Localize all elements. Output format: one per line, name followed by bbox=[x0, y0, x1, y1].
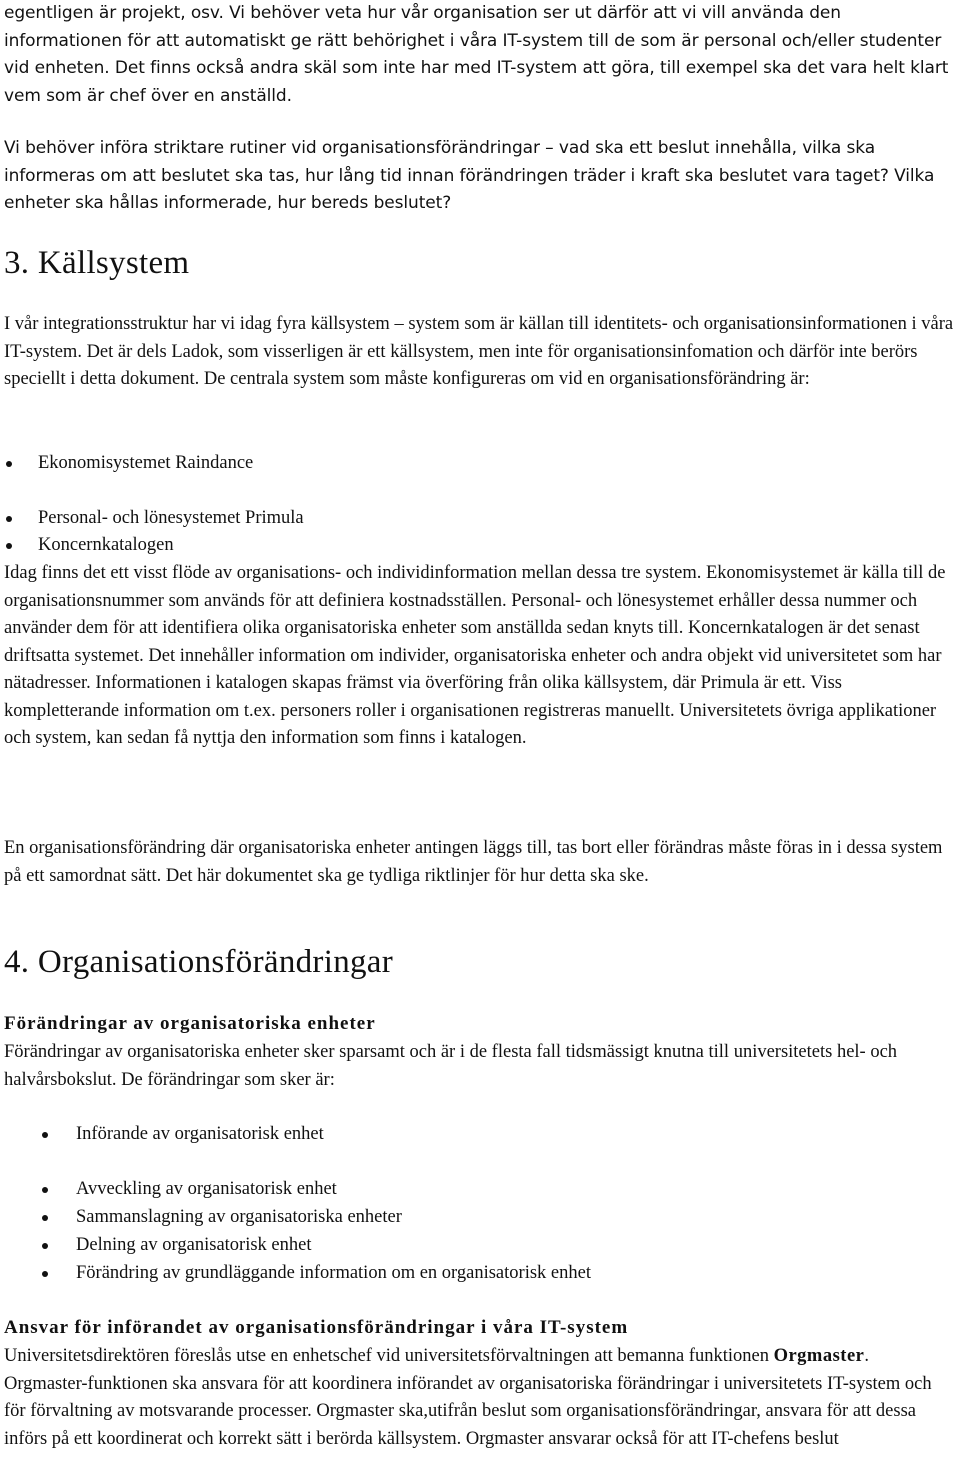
document-page: egentligen är projekt, osv. Vi behöver veta hur vår organisation ser ut därför att vi vill använda den informationen för att automatiskt ge rätt behörighet i våra IT-system till de som är personal och/eller studenter vid enheten. Det finns också andra skäl som inte har med IT-system att göra, till exempel ska det vara helt klart vem som är chef över en anställd. Vi behöver införa striktare rutiner vid organisationsförändringar – vad ska ett beslut innehålla, vilka ska informeras om att beslutet ska tas, hur lång tid innan förändringen träder i kraft ska beslutet vara taget? Vilka enheter ska hållas informerade, hur bereds beslutet? 3. Källsystem I vår integrationsstruktur har vi idag fyra källsystem – system som är källan till identitets- och organisationsinformationen i våra IT-system. Det är dels Ladok, som visserligen är ett källsystem, men inte för organisationsinfomation och därför inte berörs speciellt i detta dokument. De centrala system som måste konfigureras om vid en organisationsförändring är: Ekonomisystemet Raindance Personal- och lönesystemet Primula Koncernkatalogen Idag finns det ett visst flöde av organisations- och individinformation mellan dessa tre system. Ekonomisystemet är källa till de organisationsnummer som används för att definiera kostnadsställen. Personal- och lönesystemet erhåller dessa nummer och använder dem för att identifiera olika organisatoriska enheter som anställda sedan knyts till. Koncernkatalogen är det senast driftsatta systemet. Det innehåller information om individer, organisatoriska enheter och andra objekt vid universitetet som har nätadresser. Informationen i katalogen skapas främst via överföring från olika källsystem, där Primula är ett. Viss kompletterande information om t.ex. personers roller i organisationen registreras manuellt. Universitetets övriga applikationer och system, kan sedan få nyttja den information som finns i katalogen. En organisationsförändring där organisatoriska enheter antingen läggs till, tas bort eller förändras måste föras in i dessa system på ett samordnat sätt. Det här dokumentet ska ge tydliga riktlinjer för hur detta ska ske. 4. Organisationsförändringar Förändringar av organisatoriska enheter Förändringar av organisatoriska enheter sker sparsamt och är i de flesta fall tidsmässigt knutna till universitetets hel- och halvårsbokslut. De förändringar som sker är: Införande av organisatorisk enhet Avveckling av organisatorisk enhet Sammanslagning av organisatoriska enheter Delning av organisatorisk enhet Förändring av grundläggande information om en organisatorisk enhet Ansvar för införandet av organisationsförändringar i våra IT-system Universitetsdirektören föreslås utse en enhetschef vid universitetsförvaltningen att bemanna funktionen Orgmaster. Orgmaster-funktionen ska ansvara för att koordinera införandet av organisatoriska förändringar i universitetets IT-system och för förvaltning av motsvarande processer. Orgmaster ska,utifrån beslut som organisationsförändringar, ansvara för att dessa införs på ett koordinerat och korrekt sätt i berörda källsystem. Orgmaster ansvarar också för att IT-chefens beslut bbox=[0, 0, 960, 1477]
bullet-icon bbox=[42, 1271, 48, 1277]
section-4-heading: 4. Organisationsförändringar bbox=[4, 944, 394, 980]
bullet-icon bbox=[42, 1187, 48, 1193]
intro-paragraph-1: egentligen är projekt, osv. Vi behöver veta hur vår organisation ser ut därför att vi vill använda den informationen för att automatiskt ge rätt behörighet i våra IT-system till de som är personal och/eller studenter vid enheten. Det finns också andra skäl som inte har med IT-system att göra, till exempel ska det vara helt klart vem som är chef över en anställd. bbox=[4, 3, 949, 106]
bullet-icon bbox=[6, 461, 12, 467]
bullet-icon bbox=[42, 1132, 48, 1138]
bullet-icon bbox=[42, 1243, 48, 1249]
subsection-changes-paragraph: Förändringar av organisatoriska enheter sker sparsamt och är i de flesta fall tidsmässigt knutna till universitetets hel- och halvårsbokslut. De förändringar som sker är: bbox=[4, 1042, 898, 1090]
orgmaster-term: Orgmaster bbox=[773, 1346, 865, 1366]
subsection-heading-responsibility: Ansvar för införandet av organisationsförändringar i våra IT-system bbox=[4, 1317, 629, 1338]
subsection-responsibility-paragraph: Universitetsdirektören föreslås utse en enhetschef vid universitetsförvaltningen att bemanna funktionen Orgmaster. Orgmaster-funktionen ska ansvara för att koordinera införandet av organisatoriska förändringar i universitetets IT-system och för förvaltning av motsvarande processer. Orgmaster ska,utifrån beslut som organisationsförändringar, ansvara för att dessa införs på ett koordinerat och korrekt sätt i berörda källsystem. Orgmaster ansvarar också för att IT-chefens beslut bbox=[4, 1346, 932, 1449]
section-3-heading: 3. Källsystem bbox=[4, 245, 190, 281]
section-3-paragraph-1: I vår integrationsstruktur har vi idag fyra källsystem – system som är källan till identitets- och organisationsinformationen i våra IT-system. Det är dels Ladok, som visserligen är ett källsystem, men inte för organisationsinfomation och därför inte berörs speciellt i detta dokument. De centrala system som måste konfigureras om vid en organisationsförändring är: bbox=[4, 314, 954, 389]
section-3-paragraph-2: Idag finns det ett visst flöde av organisations- och individinformation mellan dessa tre system. Ekonomisystemet är källa till de organisationsnummer som används för att definiera kostnadsställen. Personal- och lönesystemet erhåller dessa nummer och använder dem för att identifiera olika organisatoriska enheter som anställda sedan knyts till. Koncernkatalogen är det senast driftsatta systemet. Det innehåller information om individer, organisatoriska enheter och andra objekt vid universitetet som har nätadresser. Informationen i katalogen skapas främst via överföring från olika källsystem, där Primula är ett. Viss kompletterande information om t.ex. personers roller i organisationen registreras manuellt. Universitetets övriga applikationer och system, kan sedan få nyttja den information som finns i katalogen. bbox=[4, 563, 946, 748]
intro-paragraph-2: Vi behöver införa striktare rutiner vid organisationsförändringar – vad ska ett beslut innehålla, vilka ska informeras om att beslutet ska tas, hur lång tid innan förändringen träder i kraft ska beslutet vara taget? Vilka enheter ska hållas informerade, hur bereds beslutet? bbox=[4, 138, 935, 213]
bullet-icon bbox=[6, 543, 12, 549]
subsection-heading-changes: Förändringar av organisatoriska enheter bbox=[4, 1013, 376, 1034]
bullet-icon bbox=[42, 1215, 48, 1221]
bullet-icon bbox=[6, 516, 12, 522]
section-3-paragraph-3: En organisationsförändring där organisatoriska enheter antingen läggs till, tas bort eller förändras måste föras in i dessa system på ett samordnat sätt. Det här dokumentet ska ge tydliga riktlinjer för hur detta ska ske. bbox=[4, 838, 943, 886]
